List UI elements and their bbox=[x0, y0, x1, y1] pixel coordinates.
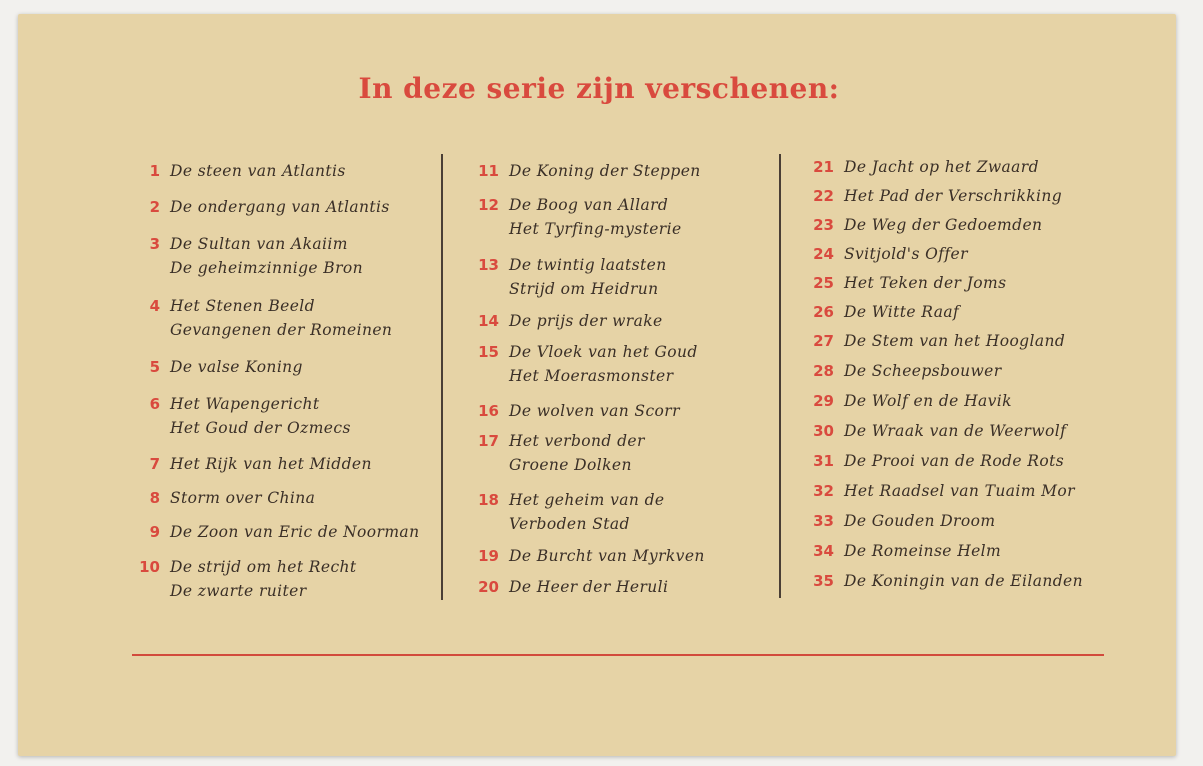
entry-title-line: De wolven van Scorr bbox=[509, 402, 680, 420]
entry-number: 4 bbox=[149, 297, 160, 315]
entry-title-line: De Prooi van de Rode Rots bbox=[844, 452, 1065, 470]
entry-title-line: De Koning der Steppen bbox=[509, 162, 701, 180]
entry-title-line: De geheimzinnige Bron bbox=[170, 259, 364, 277]
entry-title-line: De steen van Atlantis bbox=[170, 162, 346, 180]
column-divider bbox=[779, 154, 781, 598]
title-entry bbox=[813, 359, 1002, 383]
title-entry bbox=[813, 184, 1063, 208]
title-entry bbox=[478, 309, 663, 333]
entry-title-line: De Wraak van de Weerwolf bbox=[844, 422, 1067, 440]
column-divider bbox=[441, 154, 443, 600]
entry-number: 16 bbox=[478, 402, 499, 420]
entry-title-line: Het Pad der Verschrikking bbox=[844, 187, 1063, 205]
entry-title-line: De Gouden Droom bbox=[844, 512, 996, 530]
series-title: In deze serie zijn verschenen: bbox=[358, 72, 840, 105]
entry-title-line: De Weg der Gedoemden bbox=[844, 216, 1043, 234]
entry-number: 31 bbox=[813, 452, 834, 470]
title-entry bbox=[478, 575, 669, 599]
entry-title-line: Het Tyrfing-mysterie bbox=[509, 220, 682, 238]
entry-title-line: Storm over China bbox=[170, 489, 316, 507]
entry-number: 18 bbox=[478, 491, 499, 509]
title-entry bbox=[478, 340, 698, 388]
entry-title-line: De Vloek van het Goud bbox=[509, 343, 698, 361]
title-entry bbox=[813, 213, 1043, 237]
title-entry bbox=[149, 520, 420, 544]
title-entry bbox=[478, 253, 667, 301]
entry-title-line: De Wolf en de Havik bbox=[844, 392, 1012, 410]
entry-number: 34 bbox=[813, 542, 834, 560]
title-entry bbox=[813, 509, 996, 533]
title-entry bbox=[149, 294, 393, 342]
title-entry bbox=[813, 300, 960, 324]
title-entry bbox=[139, 555, 357, 603]
entry-number: 32 bbox=[813, 482, 834, 500]
entry-title-line: De Scheepsbouwer bbox=[844, 362, 1002, 380]
title-entry bbox=[813, 539, 1002, 563]
title-entry bbox=[813, 242, 968, 266]
entry-title-line: Het Raadsel van Tuaim Mor bbox=[844, 482, 1075, 500]
entry-title-line: Het Stenen Beeld bbox=[170, 297, 315, 315]
title-entry bbox=[478, 429, 645, 477]
entry-title-line: De Boog van Allard bbox=[509, 196, 669, 214]
bottom-rule bbox=[132, 654, 1104, 656]
entry-title-line: De ondergang van Atlantis bbox=[170, 198, 390, 216]
entry-number: 19 bbox=[478, 547, 499, 565]
entry-number: 33 bbox=[813, 512, 834, 530]
entry-title-line: Het Moerasmonster bbox=[509, 367, 674, 385]
entry-number: 12 bbox=[478, 196, 499, 214]
entry-number: 17 bbox=[478, 432, 499, 450]
entry-number: 8 bbox=[149, 489, 160, 507]
entry-title-line: De valse Koning bbox=[170, 358, 303, 376]
title-entry bbox=[813, 449, 1065, 473]
entry-title-line: De Jacht op het Zwaard bbox=[844, 158, 1039, 176]
title-entry bbox=[813, 271, 1007, 295]
entry-number: 25 bbox=[813, 274, 834, 292]
entry-title-line: Svitjold's Offer bbox=[844, 245, 968, 263]
entry-number: 22 bbox=[813, 187, 834, 205]
title-entry bbox=[478, 399, 680, 423]
title-entry bbox=[149, 486, 316, 510]
entry-title-line: De Koningin van de Eilanden bbox=[844, 572, 1083, 590]
entry-number: 11 bbox=[478, 162, 499, 180]
entry-title-line: Het Goud der Ozmecs bbox=[170, 419, 351, 437]
entry-title-line: De strijd om het Recht bbox=[170, 558, 357, 576]
entry-number: 24 bbox=[813, 245, 834, 263]
entry-title-line: De Heer der Heruli bbox=[509, 578, 669, 596]
title-entry bbox=[478, 544, 705, 568]
entry-title-line: Verboden Stad bbox=[509, 515, 630, 533]
entry-title-line: Het verbond der bbox=[509, 432, 645, 450]
entry-number: 28 bbox=[813, 362, 834, 380]
title-entry bbox=[478, 488, 665, 536]
entry-number: 20 bbox=[478, 578, 499, 596]
entry-number: 13 bbox=[478, 256, 499, 274]
entry-number: 10 bbox=[139, 558, 160, 576]
entry-title-line: Het Teken der Joms bbox=[844, 274, 1007, 292]
title-entry bbox=[149, 159, 346, 183]
entry-number: 14 bbox=[478, 312, 499, 330]
book-back-cover bbox=[18, 14, 1176, 756]
entry-title-line: De Romeinse Helm bbox=[844, 542, 1002, 560]
entry-title-line: Gevangenen der Romeinen bbox=[170, 321, 393, 339]
title-entry bbox=[813, 329, 1066, 353]
entry-title-line: Het Wapengericht bbox=[170, 395, 320, 413]
title-entry bbox=[149, 355, 303, 379]
entry-title-line: Strijd om Heidrun bbox=[509, 280, 659, 298]
entry-number: 3 bbox=[149, 235, 160, 253]
entry-number: 15 bbox=[478, 343, 499, 361]
entry-title-line: De zwarte ruiter bbox=[170, 582, 307, 600]
entry-title-line: Groene Dolken bbox=[509, 456, 632, 474]
entry-title-line: De Witte Raaf bbox=[844, 303, 960, 321]
entry-title-line: De Burcht van Myrkven bbox=[509, 547, 705, 565]
entry-number: 35 bbox=[813, 572, 834, 590]
entry-number: 26 bbox=[813, 303, 834, 321]
title-entry bbox=[813, 479, 1075, 503]
entry-number: 9 bbox=[149, 523, 160, 541]
title-entry bbox=[149, 232, 364, 280]
entry-title-line: De Stem van het Hoogland bbox=[844, 332, 1066, 350]
entry-title-line: De prijs der wrake bbox=[509, 312, 663, 330]
entry-number: 2 bbox=[149, 198, 160, 216]
title-entry bbox=[149, 195, 390, 219]
entry-title-line: De Zoon van Eric de Noorman bbox=[170, 523, 420, 541]
entry-title-line: Het geheim van de bbox=[509, 491, 665, 509]
entry-number: 23 bbox=[813, 216, 834, 234]
entry-number: 7 bbox=[149, 455, 160, 473]
title-entry bbox=[478, 193, 682, 241]
entry-number: 21 bbox=[813, 158, 834, 176]
entry-number: 29 bbox=[813, 392, 834, 410]
entry-title-line: De twintig laatsten bbox=[509, 256, 667, 274]
entry-number: 27 bbox=[813, 332, 834, 350]
entry-title-line: Het Rijk van het Midden bbox=[170, 455, 372, 473]
entry-number: 1 bbox=[149, 162, 160, 180]
title-entry bbox=[813, 419, 1067, 443]
entry-title-line: De Sultan van Akaiim bbox=[170, 235, 348, 253]
title-entry bbox=[813, 389, 1012, 413]
title-entry bbox=[149, 452, 372, 476]
title-entry bbox=[813, 569, 1083, 593]
entry-number: 30 bbox=[813, 422, 834, 440]
entry-number: 6 bbox=[149, 395, 160, 413]
title-entry bbox=[149, 392, 351, 440]
title-entry bbox=[478, 159, 701, 183]
entry-number: 5 bbox=[149, 358, 160, 376]
title-entry bbox=[813, 155, 1039, 179]
